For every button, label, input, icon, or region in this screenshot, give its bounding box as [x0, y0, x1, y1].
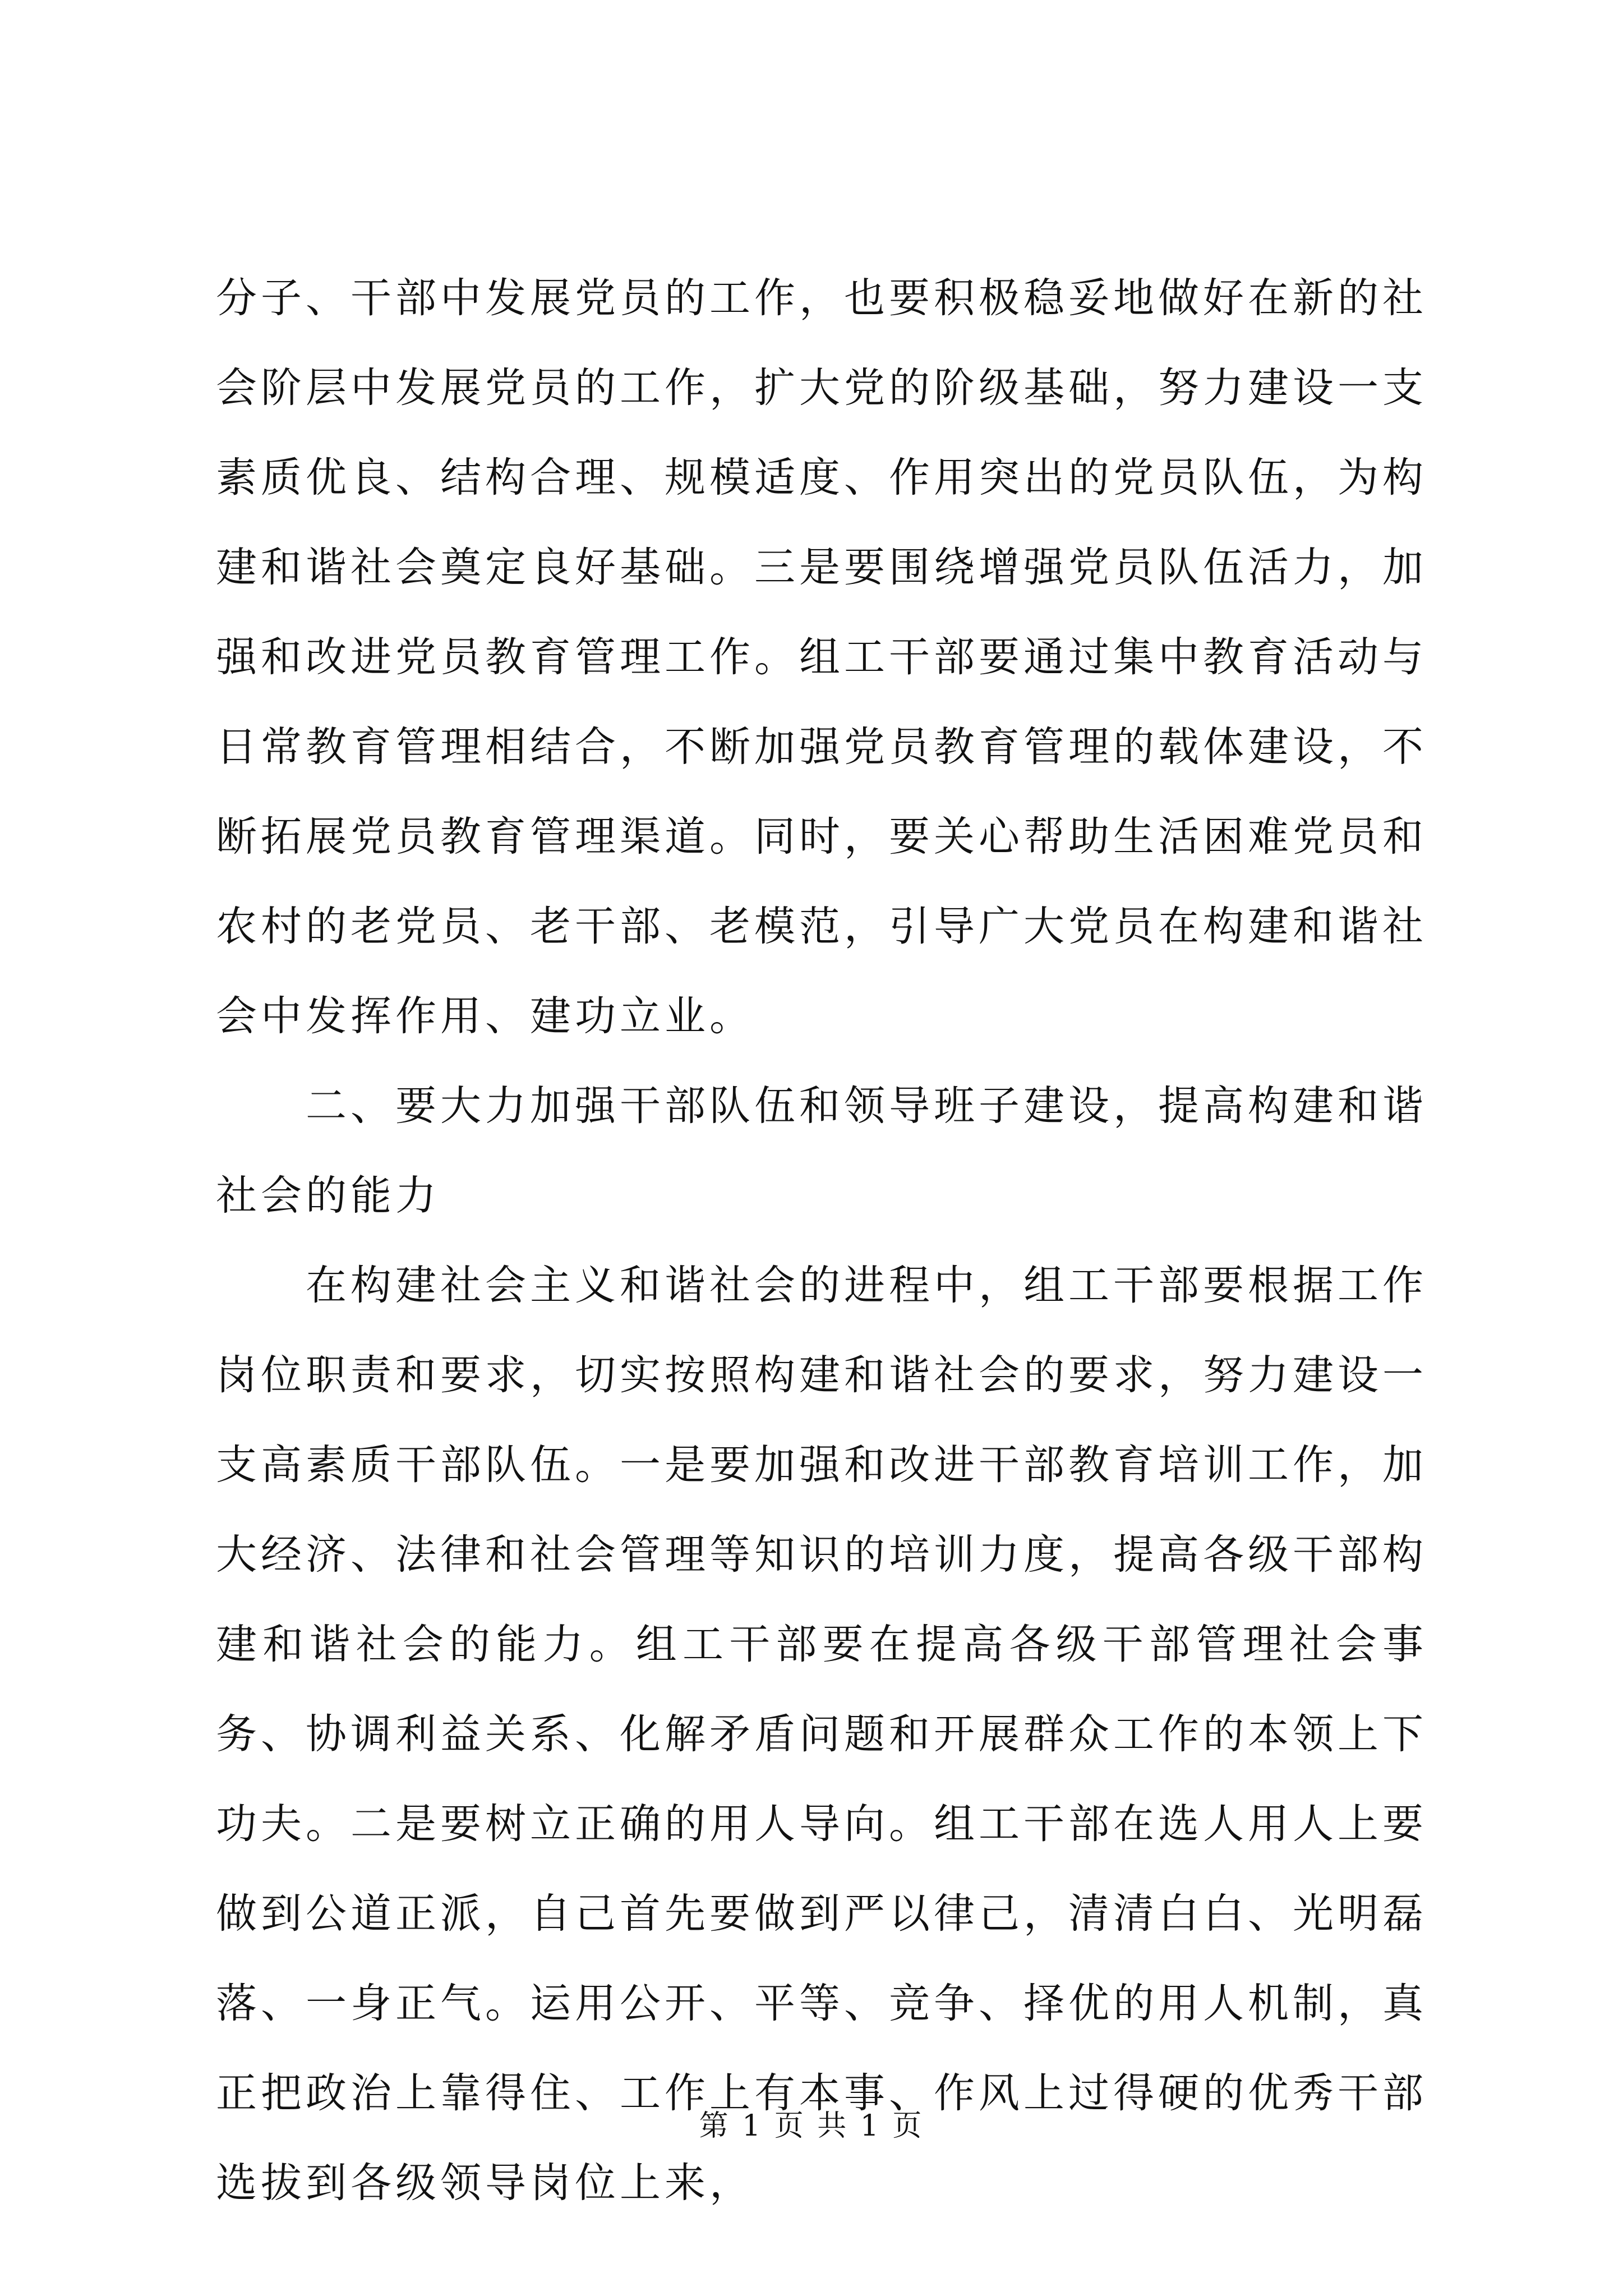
section-heading: 二、要大力加强干部队伍和领导班子建设，提高构建和谐社会的能力 — [216, 1082, 1427, 1220]
paragraph-body: 在构建社会主义和谐社会的进程中，组工干部要根据工作岗位职责和要求，切实按照构建和谐社会的要求，努力建设一支高素质干部队伍。一是要加强和改进干部教育培训工作，加大经济、法律和社会管理等知识的培训力度，提高各级干部构建和谐社会的能力。组工干部要在提高各级干部管理社会事务、协调利益关系、化解矛盾问题和开展群众工作的本领上下功夫。二是要树立正确的用人导向。组工干部在选人用人上要做到公道正派，自己首先要做到严以律己，清清白白、光明磊落、一身正气。运用公开、平等、竞争、择优的用人机制，真正把政治上靠得住、工作上有本事、作风上过得硬的优秀干部选拔到各级领导岗位上来， — [216, 1262, 1427, 2207]
document-body — [216, 254, 1427, 2228]
paragraph-continuation: 分子、干部中发展党员的工作，也要积极稳妥地做好在新的社会阶层中发展党员的工作，扩大党的阶级基础，努力建设一支素质优良、结构合理、规模适度、作用突出的党员队伍，为构建和谐社会奠定良好基础。三是要围绕增强党员队伍活力，加强和改进党员教育管理工作。组工干部要通过集中教育活动与日常教育管理相结合，不断加强党员教育管理的载体建设，不断拓展党员教育管理渠道。同时，要关心帮助生活困难党员和农村的老党员、老干部、老模范，引导广大党员在构建和谐社会中发挥作用、建功立业。 — [216, 274, 1427, 1040]
page-footer: 第 1 页 共 1 页 — [699, 2109, 924, 2143]
